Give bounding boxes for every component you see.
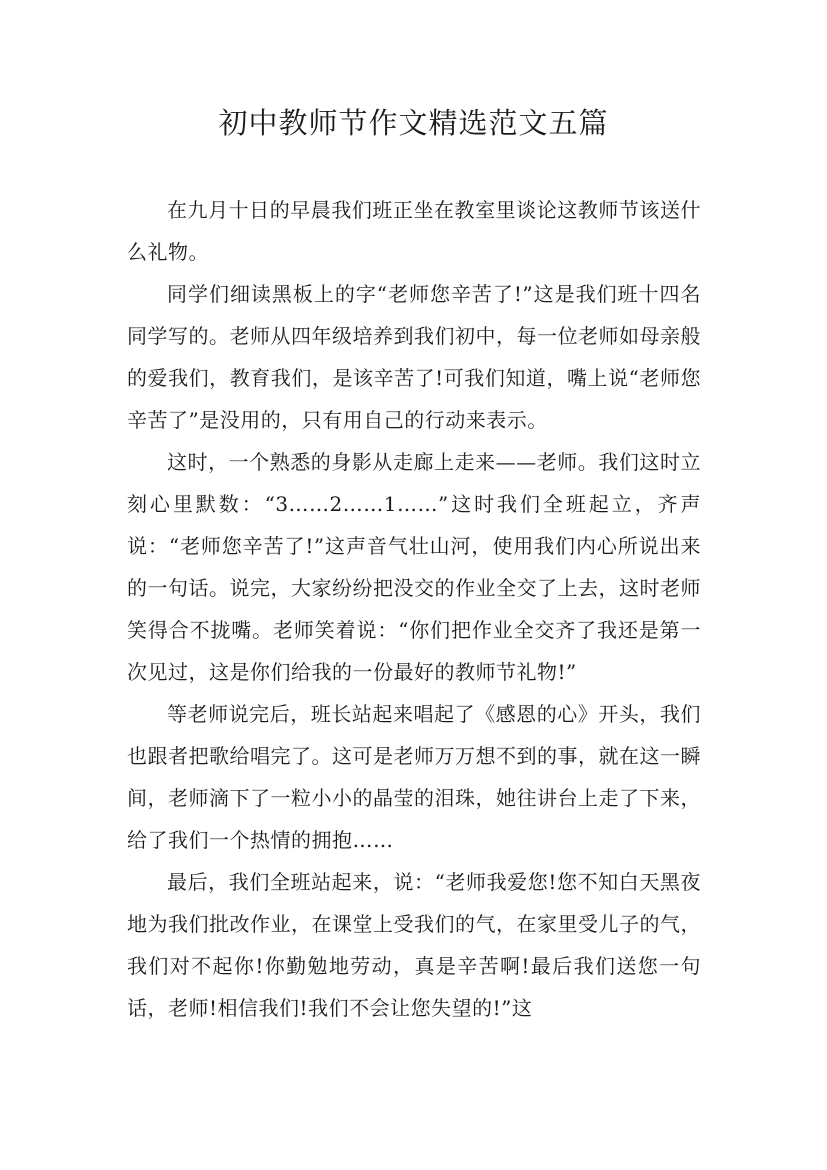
document-title: 初中教师节作文精选范文五篇 xyxy=(218,106,609,140)
paragraph-3: 这时，一个熟悉的身影从走廊上走来——老师。我们这时立刻心里默数：“3……2……1……”这时我们全班起立，齐声说：“老师您辛苦了!”这声音气壮山河，使用我们内心所说出来的一句话。说完，大家纷纷把没交的作业全交了上去，这时老师笑得合不拢嘴。老师笑着说：“你们把作业全交齐了我还是第一次见过，这是你们给我的一份最好的教师节礼物!” xyxy=(127,450,701,684)
document-body xyxy=(127,189,701,1029)
paragraph-5: 最后，我们全班站起来，说：“老师我爱您!您不知白天黑夜地为我们批改作业，在课堂上受我们的气，在家里受儿子的气，我们对不起你!你勤勉地劳动，真是辛苦啊!最后我们送您一句话，老师!相信我们!我们不会让您失望的!”这 xyxy=(127,870,701,1020)
paragraph-1: 在九月十日的早晨我们班正坐在教室里谈论这教师节该送什么礼物。 xyxy=(127,198,701,264)
paragraph-2: 同学们细读黑板上的字“老师您辛苦了!”这是我们班十四名同学写的。老师从四年级培养到我们初中，每一位老师如母亲般的爱我们，教育我们，是该辛苦了!可我们知道，嘴上说“老师您辛苦了”是没用的，只有用自己的行动来表示。 xyxy=(127,282,701,432)
paragraph-4: 等老师说完后，班长站起来唱起了《感恩的心》开头，我们也跟者把歌给唱完了。这可是老师万万想不到的事，就在这一瞬间，老师滴下了一粒小小的晶莹的泪珠，她往讲台上走了下来，给了我们一个热情的拥抱…… xyxy=(127,702,701,852)
